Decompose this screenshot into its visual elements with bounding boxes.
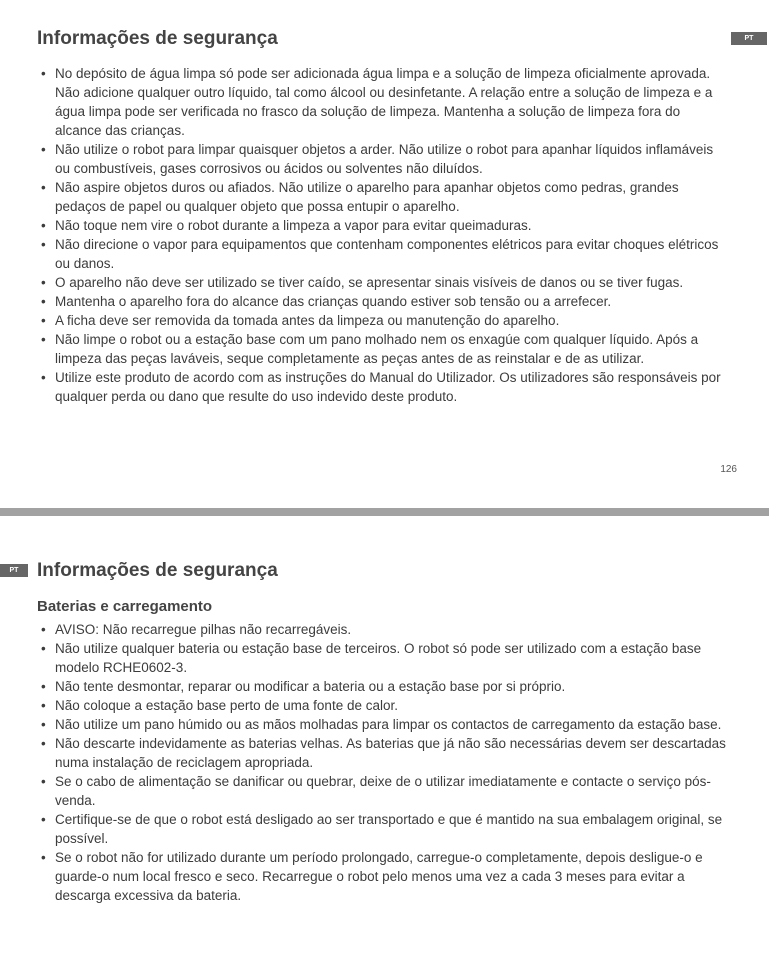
safety-list [37,64,727,406]
manual-page-bottom [0,516,769,955]
battery-safety-list [37,620,727,905]
language-tab: PT [731,32,767,45]
list-item: • No depósito de água limpa só pode ser adicionada água limpa e a solução de limpeza oficialmente aprovada. Não adicione qualquer outro líquido, tal como álcool ou desinfetante. A relação entre a solução de limpeza e a água limpa pode ser verificada no frasco da solução de limpeza. Mantenha a solução de limpeza fora do alcance das crianças. [37,64,727,140]
page-title: Informações de segurança [37,560,278,581]
list-item: • Não tente desmontar, reparar ou modificar a bateria ou a estação base por si próprio. [37,677,727,696]
list-item: • Não direcione o vapor para equipamentos que contenham componentes elétricos para evitar choques elétricos ou danos. [37,235,727,273]
page-number: 126 [720,464,737,475]
list-item: • A ficha deve ser removida da tomada antes da limpeza ou manutenção do aparelho. [37,311,727,330]
list-item: • Não toque nem vire o robot durante a limpeza a vapor para evitar queimaduras. [37,216,727,235]
page-title: Informações de segurança [37,28,278,49]
section-heading: Baterias e carregamento [37,598,213,615]
list-item: • O aparelho não deve ser utilizado se tiver caído, se apresentar sinais visíveis de danos ou se tiver fugas. [37,273,727,292]
list-item: • Utilize este produto de acordo com as instruções do Manual do Utilizador. Os utilizadores são responsáveis por qualquer perda ou dano que resulte do uso indevido deste produto. [37,368,727,406]
list-item: • Não coloque a estação base perto de uma fonte de calor. [37,696,727,715]
list-item: • Não limpe o robot ou a estação base com um pano molhado nem os enxagúe com qualquer líquido. Após a limpeza das peças laváveis, seque completamente as peças antes de as reinstalar e de as utilizar. [37,330,727,368]
list-item: • AVISO: Não recarregue pilhas não recarregáveis. [37,620,727,639]
list-item: • Mantenha o aparelho fora do alcance das crianças quando estiver sob tensão ou a arrefecer. [37,292,727,311]
page-separator [0,508,769,516]
list-item: • Não utilize o robot para limpar quaisquer objetos a arder. Não utilize o robot para apanhar líquidos inflamáveis ou combustíveis, gases corrosivos ou ácidos ou solventes não diluídos. [37,140,727,178]
list-item: • Não utilize um pano húmido ou as mãos molhadas para limpar os contactos de carregamento da estação base. [37,715,727,734]
list-item: • Se o robot não for utilizado durante um período prolongado, carregue-o completamente, depois desligue-o e guarde-o num local fresco e seco. Recarregue o robot pelo menos uma vez a cada 3 meses para evitar a descarga excessiva da bateria. [37,848,727,905]
list-item: • Se o cabo de alimentação se danificar ou quebrar, deixe de o utilizar imediatamente e contacte o serviço pós-venda. [37,772,727,810]
list-item: • Não descarte indevidamente as baterias velhas. As baterias que já não são necessárias devem ser descartadas numa instalação de reciclagem apropriada. [37,734,727,772]
list-item: • Certifique-se de que o robot está desligado ao ser transportado e que é mantido na sua embalagem original, se possível. [37,810,727,848]
language-tab: PT [0,564,28,577]
list-item: • Não aspire objetos duros ou afiados. Não utilize o aparelho para apanhar objetos como pedras, grandes pedaços de papel ou qualquer objeto que possa entupir o aparelho. [37,178,727,216]
list-item: • Não utilize qualquer bateria ou estação base de terceiros. O robot só pode ser utilizado com a estação base modelo RCHE0602-3. [37,639,727,677]
